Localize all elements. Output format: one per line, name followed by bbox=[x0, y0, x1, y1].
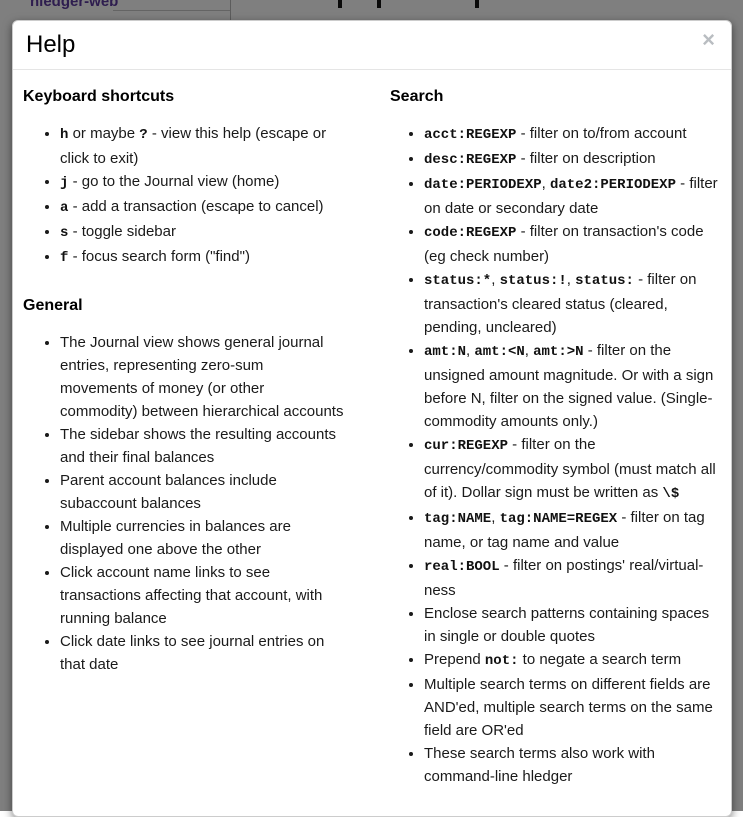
list-item: • status:*, status:!, status: - filter on transaction's cleared status (cleared, pending, uncleared) bbox=[424, 268, 719, 339]
list-item: • The Journal view shows general journal entries, representing zero-sum movements of money (or other commodity) between hierarchical accounts bbox=[60, 331, 344, 423]
code-term: tag:NAME bbox=[424, 511, 492, 527]
modal-header bbox=[13, 21, 731, 70]
code-term: ? bbox=[139, 127, 148, 143]
modal-body bbox=[13, 70, 731, 816]
list-item: • a - add a transaction (escape to cancel) bbox=[60, 195, 344, 220]
code-term: h bbox=[60, 127, 69, 143]
list-item: • date:PERIODEXP, date2:PERIODEXP - filter on date or secondary date bbox=[424, 172, 719, 220]
section-heading-general: General bbox=[23, 297, 83, 314]
code-term: status:* bbox=[424, 273, 492, 289]
keyboard-shortcuts-list bbox=[23, 122, 344, 270]
code-term: date2:PERIODEXP bbox=[549, 177, 676, 193]
list-item: • s - toggle sidebar bbox=[60, 220, 344, 245]
list-item: • h or maybe ? - view this help (escape or click to exit) bbox=[60, 122, 344, 170]
modal-title: Help bbox=[26, 31, 76, 58]
help-modal bbox=[12, 20, 732, 817]
code-term: not: bbox=[484, 653, 519, 669]
list-item: • Prepend not: to negate a search term bbox=[424, 648, 719, 673]
list-item: • These search terms also work with command-line hledger bbox=[424, 742, 719, 788]
section-general bbox=[23, 297, 344, 676]
list-item: • Click date links to see journal entries on that date bbox=[60, 630, 344, 676]
code-term: desc:REGEXP bbox=[424, 152, 517, 168]
help-left-column bbox=[23, 76, 378, 788]
close-icon[interactable]: × bbox=[696, 27, 721, 53]
list-item: • code:REGEXP - filter on transaction's code (eg check number) bbox=[424, 220, 719, 268]
code-term: date:PERIODEXP bbox=[424, 177, 542, 193]
general-list bbox=[23, 331, 344, 676]
code-term: s bbox=[60, 225, 69, 241]
code-term: j bbox=[60, 175, 69, 191]
list-item: • j - go to the Journal view (home) bbox=[60, 170, 344, 195]
section-keyboard-shortcuts bbox=[23, 88, 344, 270]
code-term: code:REGEXP bbox=[424, 225, 517, 241]
code-term: cur:REGEXP bbox=[424, 438, 509, 454]
code-term: real:BOOL bbox=[424, 559, 500, 575]
list-item: • Enclose search patterns containing spaces in single or double quotes bbox=[424, 602, 719, 648]
list-item: • desc:REGEXP - filter on description bbox=[424, 147, 719, 172]
section-heading-search: Search bbox=[390, 88, 444, 105]
code-term: acct:REGEXP bbox=[424, 127, 517, 143]
list-item: • f - focus search form ("find") bbox=[60, 245, 344, 270]
code-term: tag:NAME=REGEX bbox=[499, 511, 618, 527]
code-term: amt:N bbox=[424, 344, 467, 360]
section-heading-keyboard: Keyboard shortcuts bbox=[23, 88, 175, 105]
code-term: \$ bbox=[662, 486, 680, 502]
code-term: a bbox=[60, 200, 69, 216]
section-search bbox=[390, 88, 719, 788]
list-item: • The sidebar shows the resulting accounts and their final balances bbox=[60, 423, 344, 469]
list-item: • Click account name links to see transactions affecting that account, with running balance bbox=[60, 561, 344, 630]
help-right-column bbox=[378, 76, 719, 788]
code-term: status:! bbox=[499, 273, 567, 289]
code-term: amt:<N bbox=[474, 344, 525, 360]
code-term: amt:>N bbox=[533, 344, 584, 360]
search-terms-list bbox=[390, 122, 719, 788]
list-item: • Multiple currencies in balances are displayed one above the other bbox=[60, 515, 344, 561]
list-item: • acct:REGEXP - filter on to/from account bbox=[424, 122, 719, 147]
list-item: • amt:N, amt:<N, amt:>N - filter on the unsigned amount magnitude. Or with a sign before N, filter on the signed value. (Single-commodity amounts only.) bbox=[424, 339, 719, 433]
code-term: status: bbox=[575, 273, 634, 289]
list-item: • real:BOOL - filter on postings' real/virtual-ness bbox=[424, 554, 719, 602]
list-item: • tag:NAME, tag:NAME=REGEX - filter on tag name, or tag name and value bbox=[424, 506, 719, 554]
list-item: • Parent account balances include subaccount balances bbox=[60, 469, 344, 515]
list-item: • Multiple search terms on different fields are AND'ed, multiple search terms on the same field are OR'ed bbox=[424, 673, 719, 742]
list-item: • cur:REGEXP - filter on the currency/commodity symbol (must match all of it). Dollar sign must be written as \$ bbox=[424, 433, 719, 506]
code-term: f bbox=[60, 250, 69, 266]
